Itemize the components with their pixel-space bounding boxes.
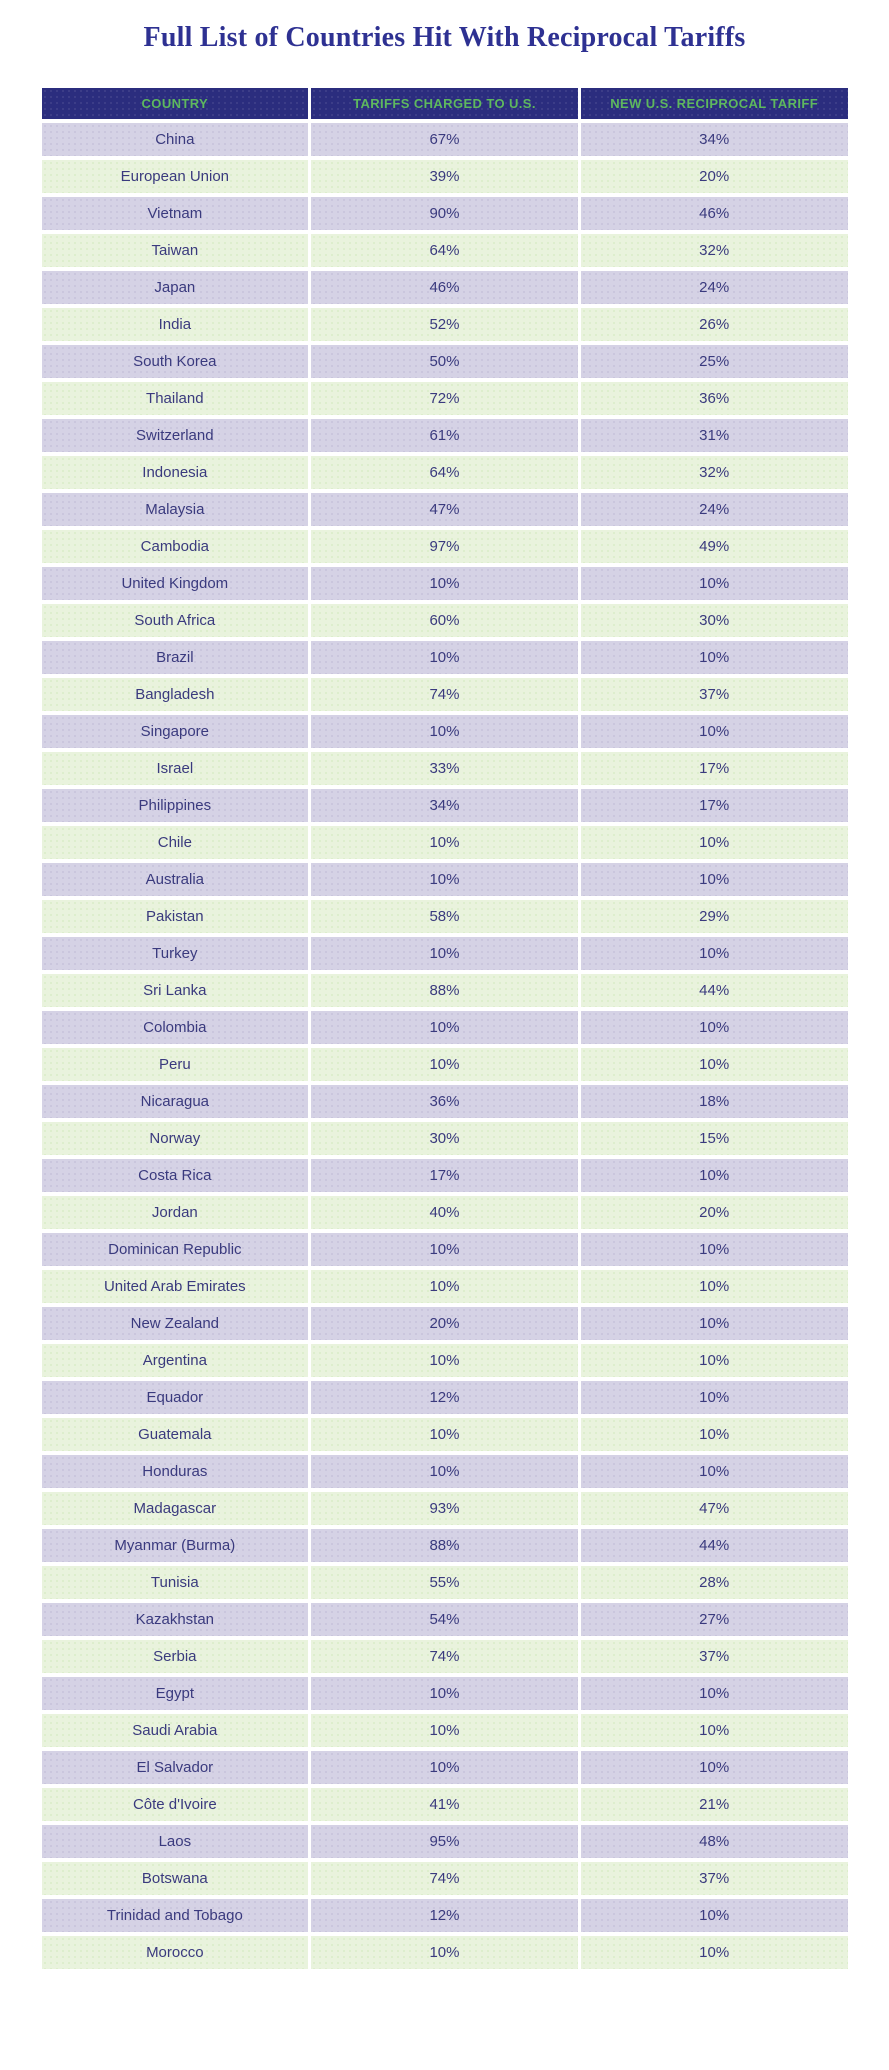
table-row xyxy=(42,1529,848,1562)
table-row xyxy=(42,1011,848,1044)
tariff-charged-cell: 36% xyxy=(311,1085,578,1118)
country-cell: South Korea xyxy=(42,345,309,378)
country-cell: Egypt xyxy=(42,1677,309,1710)
tariff-charged-cell: 41% xyxy=(311,1788,578,1821)
tariff-charged-cell: 88% xyxy=(311,974,578,1007)
reciprocal-tariff-cell: 44% xyxy=(581,974,848,1007)
table-row xyxy=(42,641,848,674)
table-row xyxy=(42,234,848,267)
tariff-charged-cell: 10% xyxy=(311,1011,578,1044)
country-cell: European Union xyxy=(42,160,309,193)
table-row xyxy=(42,1862,848,1895)
tariff-charged-cell: 64% xyxy=(311,456,578,489)
tariff-charged-cell: 34% xyxy=(311,789,578,822)
table-row xyxy=(42,1233,848,1266)
country-cell: Botswana xyxy=(42,1862,309,1895)
tariff-charged-cell: 39% xyxy=(311,160,578,193)
tariff-charged-cell: 50% xyxy=(311,345,578,378)
table-row xyxy=(42,1455,848,1488)
reciprocal-tariff-cell: 10% xyxy=(581,1233,848,1266)
country-cell: Brazil xyxy=(42,641,309,674)
reciprocal-tariff-cell: 32% xyxy=(581,234,848,267)
country-cell: China xyxy=(42,123,309,156)
tariff-charged-cell: 30% xyxy=(311,1122,578,1155)
tariff-charged-cell: 10% xyxy=(311,1048,578,1081)
tariff-charged-cell: 72% xyxy=(311,382,578,415)
country-cell: Colombia xyxy=(42,1011,309,1044)
country-cell: Cambodia xyxy=(42,530,309,563)
country-cell: United Kingdom xyxy=(42,567,309,600)
table-row xyxy=(42,382,848,415)
tariff-charged-cell: 90% xyxy=(311,197,578,230)
tariff-charged-cell: 95% xyxy=(311,1825,578,1858)
country-cell: Peru xyxy=(42,1048,309,1081)
table-row xyxy=(42,826,848,859)
reciprocal-tariff-cell: 47% xyxy=(581,1492,848,1525)
reciprocal-tariff-cell: 10% xyxy=(581,826,848,859)
tariff-charged-cell: 10% xyxy=(311,1233,578,1266)
country-cell: Thailand xyxy=(42,382,309,415)
country-cell: United Arab Emirates xyxy=(42,1270,309,1303)
reciprocal-tariff-cell: 25% xyxy=(581,345,848,378)
reciprocal-tariff-cell: 30% xyxy=(581,604,848,637)
reciprocal-tariff-cell: 28% xyxy=(581,1566,848,1599)
table-row xyxy=(42,1714,848,1747)
tariff-charged-cell: 10% xyxy=(311,1455,578,1488)
table-row xyxy=(42,752,848,785)
reciprocal-tariff-cell: 49% xyxy=(581,530,848,563)
country-cell: Bangladesh xyxy=(42,678,309,711)
country-cell: Chile xyxy=(42,826,309,859)
tariff-charged-cell: 74% xyxy=(311,1640,578,1673)
reciprocal-tariff-cell: 17% xyxy=(581,752,848,785)
table-row xyxy=(42,1344,848,1377)
table-row xyxy=(42,345,848,378)
reciprocal-tariff-cell: 10% xyxy=(581,1048,848,1081)
col-header-tariffs-charged: TARIFFS CHARGED TO U.S. xyxy=(311,88,578,119)
country-cell: Guatemala xyxy=(42,1418,309,1451)
country-cell: Indonesia xyxy=(42,456,309,489)
table-row xyxy=(42,1566,848,1599)
country-cell: Côte d'Ivoire xyxy=(42,1788,309,1821)
country-cell: Dominican Republic xyxy=(42,1233,309,1266)
tariff-charged-cell: 74% xyxy=(311,678,578,711)
tariff-charged-cell: 88% xyxy=(311,1529,578,1562)
reciprocal-tariff-cell: 10% xyxy=(581,567,848,600)
country-cell: Taiwan xyxy=(42,234,309,267)
reciprocal-tariff-cell: 10% xyxy=(581,1270,848,1303)
country-cell: Honduras xyxy=(42,1455,309,1488)
reciprocal-tariff-cell: 10% xyxy=(581,1936,848,1969)
table-row xyxy=(42,1603,848,1636)
country-cell: Turkey xyxy=(42,937,309,970)
tariff-charged-cell: 10% xyxy=(311,1677,578,1710)
tariff-charged-cell: 74% xyxy=(311,1862,578,1895)
country-cell: Sri Lanka xyxy=(42,974,309,1007)
table-row xyxy=(42,1640,848,1673)
reciprocal-tariff-cell: 10% xyxy=(581,863,848,896)
reciprocal-tariff-cell: 36% xyxy=(581,382,848,415)
reciprocal-tariff-cell: 37% xyxy=(581,678,848,711)
table-row xyxy=(42,308,848,341)
reciprocal-tariff-cell: 37% xyxy=(581,1640,848,1673)
tariff-charged-cell: 40% xyxy=(311,1196,578,1229)
reciprocal-tariff-cell: 20% xyxy=(581,1196,848,1229)
tariff-charged-cell: 10% xyxy=(311,826,578,859)
table-row xyxy=(42,1825,848,1858)
reciprocal-tariff-cell: 46% xyxy=(581,197,848,230)
country-cell: Israel xyxy=(42,752,309,785)
reciprocal-tariff-cell: 10% xyxy=(581,1455,848,1488)
country-cell: Australia xyxy=(42,863,309,896)
page-title: Full List of Countries Hit With Reciprocal Tariffs xyxy=(143,22,746,53)
table-row xyxy=(42,1788,848,1821)
tariff-charged-cell: 58% xyxy=(311,900,578,933)
tariff-charged-cell: 20% xyxy=(311,1307,578,1340)
col-header-country: COUNTRY xyxy=(42,88,309,119)
country-cell: Argentina xyxy=(42,1344,309,1377)
country-cell: Costa Rica xyxy=(42,1159,309,1192)
country-cell: Norway xyxy=(42,1122,309,1155)
header-row xyxy=(42,88,848,119)
reciprocal-tariff-cell: 32% xyxy=(581,456,848,489)
reciprocal-tariff-cell: 10% xyxy=(581,1714,848,1747)
country-cell: Switzerland xyxy=(42,419,309,452)
table-row xyxy=(42,567,848,600)
tariff-charged-cell: 10% xyxy=(311,863,578,896)
reciprocal-tariff-cell: 10% xyxy=(581,715,848,748)
reciprocal-tariff-cell: 34% xyxy=(581,123,848,156)
tariff-charged-cell: 10% xyxy=(311,567,578,600)
tariff-charged-cell: 61% xyxy=(311,419,578,452)
col-header-new-reciprocal-tariff: NEW U.S. RECIPROCAL TARIFF xyxy=(581,88,848,119)
table-row xyxy=(42,974,848,1007)
table-row xyxy=(42,530,848,563)
reciprocal-tariff-cell: 31% xyxy=(581,419,848,452)
table-row xyxy=(42,1270,848,1303)
country-cell: Philippines xyxy=(42,789,309,822)
reciprocal-tariff-cell: 10% xyxy=(581,1899,848,1932)
table-row xyxy=(42,715,848,748)
tariff-charged-cell: 47% xyxy=(311,493,578,526)
tariff-charged-cell: 10% xyxy=(311,1344,578,1377)
table-row xyxy=(42,678,848,711)
tariff-charged-cell: 10% xyxy=(311,1418,578,1451)
country-cell: Malaysia xyxy=(42,493,309,526)
tariff-charged-cell: 12% xyxy=(311,1899,578,1932)
tariff-charged-cell: 60% xyxy=(311,604,578,637)
country-cell: Equador xyxy=(42,1381,309,1414)
table-row xyxy=(42,1936,848,1969)
tariff-charged-cell: 10% xyxy=(311,641,578,674)
tariff-charged-cell: 10% xyxy=(311,1936,578,1969)
tariff-charged-cell: 17% xyxy=(311,1159,578,1192)
reciprocal-tariff-cell: 10% xyxy=(581,1418,848,1451)
reciprocal-tariff-cell: 48% xyxy=(581,1825,848,1858)
table-row xyxy=(42,419,848,452)
tariff-charged-cell: 10% xyxy=(311,1270,578,1303)
table-row xyxy=(42,863,848,896)
country-cell: Japan xyxy=(42,271,309,304)
reciprocal-tariff-cell: 27% xyxy=(581,1603,848,1636)
table-row xyxy=(42,789,848,822)
reciprocal-tariff-cell: 17% xyxy=(581,789,848,822)
reciprocal-tariff-cell: 24% xyxy=(581,493,848,526)
country-cell: Singapore xyxy=(42,715,309,748)
tariff-charged-cell: 64% xyxy=(311,234,578,267)
country-cell: Laos xyxy=(42,1825,309,1858)
table-row xyxy=(42,197,848,230)
country-cell: Kazakhstan xyxy=(42,1603,309,1636)
reciprocal-tariff-cell: 15% xyxy=(581,1122,848,1155)
table-row xyxy=(42,1307,848,1340)
tariff-charged-cell: 97% xyxy=(311,530,578,563)
table-row xyxy=(42,1492,848,1525)
country-cell: El Salvador xyxy=(42,1751,309,1784)
reciprocal-tariff-cell: 10% xyxy=(581,641,848,674)
tariff-charged-cell: 54% xyxy=(311,1603,578,1636)
tariff-charged-cell: 10% xyxy=(311,1751,578,1784)
tariff-table xyxy=(39,84,851,1973)
country-cell: Pakistan xyxy=(42,900,309,933)
reciprocal-tariff-cell: 21% xyxy=(581,1788,848,1821)
country-cell: Myanmar (Burma) xyxy=(42,1529,309,1562)
tariff-charged-cell: 67% xyxy=(311,123,578,156)
table-row xyxy=(42,1677,848,1710)
table-row xyxy=(42,1196,848,1229)
tariff-charged-cell: 33% xyxy=(311,752,578,785)
country-cell: Nicaragua xyxy=(42,1085,309,1118)
country-cell: Jordan xyxy=(42,1196,309,1229)
tariff-charged-cell: 55% xyxy=(311,1566,578,1599)
reciprocal-tariff-cell: 10% xyxy=(581,1159,848,1192)
table-row xyxy=(42,1381,848,1414)
table-row xyxy=(42,1159,848,1192)
reciprocal-tariff-cell: 10% xyxy=(581,1011,848,1044)
reciprocal-tariff-cell: 10% xyxy=(581,1307,848,1340)
table-row xyxy=(42,1751,848,1784)
table-row xyxy=(42,123,848,156)
country-cell: Vietnam xyxy=(42,197,309,230)
tariff-charged-cell: 93% xyxy=(311,1492,578,1525)
table-row xyxy=(42,1085,848,1118)
table-row xyxy=(42,1122,848,1155)
tariff-charged-cell: 10% xyxy=(311,1714,578,1747)
table-row xyxy=(42,493,848,526)
table-row xyxy=(42,1899,848,1932)
tariff-charged-cell: 10% xyxy=(311,937,578,970)
table-row xyxy=(42,937,848,970)
country-cell: South Africa xyxy=(42,604,309,637)
country-cell: Morocco xyxy=(42,1936,309,1969)
country-cell: Tunisia xyxy=(42,1566,309,1599)
country-cell: Madagascar xyxy=(42,1492,309,1525)
reciprocal-tariff-cell: 24% xyxy=(581,271,848,304)
reciprocal-tariff-cell: 10% xyxy=(581,1381,848,1414)
tariff-charged-cell: 12% xyxy=(311,1381,578,1414)
tariff-charged-cell: 10% xyxy=(311,715,578,748)
reciprocal-tariff-cell: 44% xyxy=(581,1529,848,1562)
table-row xyxy=(42,456,848,489)
table-row xyxy=(42,900,848,933)
table-row xyxy=(42,1048,848,1081)
country-cell: Trinidad and Tobago xyxy=(42,1899,309,1932)
reciprocal-tariff-cell: 20% xyxy=(581,160,848,193)
country-cell: Serbia xyxy=(42,1640,309,1673)
table-row xyxy=(42,604,848,637)
table-body xyxy=(42,123,848,1969)
country-cell: Saudi Arabia xyxy=(42,1714,309,1747)
tariff-charged-cell: 52% xyxy=(311,308,578,341)
table-row xyxy=(42,1418,848,1451)
tariff-charged-cell: 46% xyxy=(311,271,578,304)
country-cell: India xyxy=(42,308,309,341)
table-row xyxy=(42,160,848,193)
reciprocal-tariff-cell: 10% xyxy=(581,1677,848,1710)
reciprocal-tariff-cell: 18% xyxy=(581,1085,848,1118)
reciprocal-tariff-cell: 10% xyxy=(581,1344,848,1377)
country-cell: New Zealand xyxy=(42,1307,309,1340)
reciprocal-tariff-cell: 10% xyxy=(581,1751,848,1784)
reciprocal-tariff-cell: 29% xyxy=(581,900,848,933)
table-row xyxy=(42,271,848,304)
reciprocal-tariff-cell: 37% xyxy=(581,1862,848,1895)
reciprocal-tariff-cell: 26% xyxy=(581,308,848,341)
reciprocal-tariff-cell: 10% xyxy=(581,937,848,970)
